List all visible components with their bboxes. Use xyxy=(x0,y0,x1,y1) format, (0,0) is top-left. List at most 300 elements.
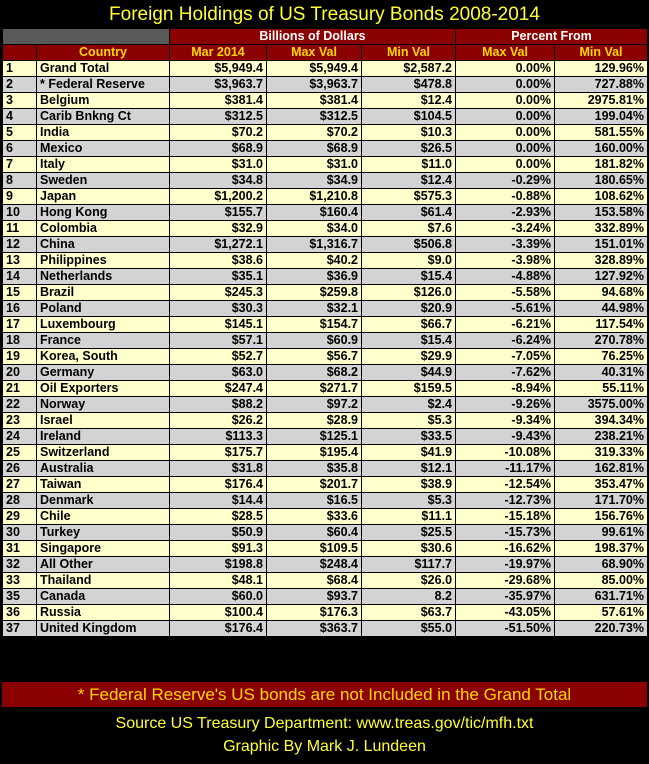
table-row xyxy=(3,397,648,413)
table-row xyxy=(3,605,648,621)
header-billions-of-dollars: Billions of Dollars xyxy=(170,29,456,45)
table-row xyxy=(3,237,648,253)
pct-from-min-cell: 160.00% xyxy=(555,141,648,157)
mar-2014-cell: $155.7 xyxy=(170,205,267,221)
country-cell: India xyxy=(37,125,170,141)
mar-2014-cell: $1,272.1 xyxy=(170,237,267,253)
pct-from-max-cell: 0.00% xyxy=(456,141,555,157)
pct-from-min-cell: 117.54% xyxy=(555,317,648,333)
pct-from-max-cell: -9.34% xyxy=(456,413,555,429)
country-cell: Thailand xyxy=(37,573,170,589)
max-val-cell: $381.4 xyxy=(267,93,362,109)
table-row xyxy=(3,269,648,285)
min-val-cell: $30.6 xyxy=(362,541,456,557)
pct-from-max-cell: 0.00% xyxy=(456,93,555,109)
min-val-cell: $55.0 xyxy=(362,621,456,637)
pct-from-min-cell: 171.70% xyxy=(555,493,648,509)
pct-from-min-cell: 220.73% xyxy=(555,621,648,637)
mar-2014-cell: $60.0 xyxy=(170,589,267,605)
max-val-cell: $34.9 xyxy=(267,173,362,189)
table-row xyxy=(3,125,648,141)
country-cell: Luxembourg xyxy=(37,317,170,333)
header-mar-2014: Mar 2014 xyxy=(170,45,267,61)
rank-cell: 21 xyxy=(3,381,37,397)
min-val-cell: $10.3 xyxy=(362,125,456,141)
pct-from-min-cell: 153.58% xyxy=(555,205,648,221)
mar-2014-cell: $28.5 xyxy=(170,509,267,525)
min-val-cell: $66.7 xyxy=(362,317,456,333)
pct-from-max-cell: 0.00% xyxy=(456,109,555,125)
pct-from-min-cell: 581.55% xyxy=(555,125,648,141)
treasury-holdings-table xyxy=(2,28,648,637)
max-val-cell: $60.4 xyxy=(267,525,362,541)
max-val-cell: $33.6 xyxy=(267,509,362,525)
pct-from-min-cell: 40.31% xyxy=(555,365,648,381)
max-val-cell: $60.9 xyxy=(267,333,362,349)
min-val-cell: $26.0 xyxy=(362,573,456,589)
table-row xyxy=(3,205,648,221)
mar-2014-cell: $100.4 xyxy=(170,605,267,621)
table-row xyxy=(3,141,648,157)
pct-from-min-cell: 181.82% xyxy=(555,157,648,173)
table-row xyxy=(3,621,648,637)
min-val-cell: $63.7 xyxy=(362,605,456,621)
pct-from-max-cell: -0.88% xyxy=(456,189,555,205)
mar-2014-cell: $57.1 xyxy=(170,333,267,349)
pct-from-max-cell: -10.08% xyxy=(456,445,555,461)
country-cell: Canada xyxy=(37,589,170,605)
country-cell: Denmark xyxy=(37,493,170,509)
table-row xyxy=(3,61,648,77)
mar-2014-cell: $34.8 xyxy=(170,173,267,189)
header-max-val: Max Val xyxy=(267,45,362,61)
country-cell: Grand Total xyxy=(37,61,170,77)
country-cell: France xyxy=(37,333,170,349)
rank-cell: 22 xyxy=(3,397,37,413)
rank-cell: 19 xyxy=(3,349,37,365)
mar-2014-cell: $312.5 xyxy=(170,109,267,125)
table-row xyxy=(3,93,648,109)
min-val-cell: $41.9 xyxy=(362,445,456,461)
pct-from-max-cell: -51.50% xyxy=(456,621,555,637)
pct-from-max-cell: -8.94% xyxy=(456,381,555,397)
mar-2014-cell: $68.9 xyxy=(170,141,267,157)
pct-from-min-cell: 151.01% xyxy=(555,237,648,253)
header-min-val: Min Val xyxy=(362,45,456,61)
pct-from-max-cell: -12.54% xyxy=(456,477,555,493)
min-val-cell: $2,587.2 xyxy=(362,61,456,77)
credit-line: Graphic By Mark J. Lundeen xyxy=(223,738,426,755)
pct-from-min-cell: 68.90% xyxy=(555,557,648,573)
table-row xyxy=(3,381,648,397)
header-group-row xyxy=(3,29,648,45)
mar-2014-cell: $26.2 xyxy=(170,413,267,429)
country-cell: Chile xyxy=(37,509,170,525)
table-row xyxy=(3,445,648,461)
mar-2014-cell: $176.4 xyxy=(170,477,267,493)
pct-from-min-cell: 108.62% xyxy=(555,189,648,205)
min-val-cell: $126.0 xyxy=(362,285,456,301)
rank-cell: 37 xyxy=(3,621,37,637)
max-val-cell: $125.1 xyxy=(267,429,362,445)
mar-2014-cell: $31.0 xyxy=(170,157,267,173)
max-val-cell: $56.7 xyxy=(267,349,362,365)
pct-from-min-cell: 727.88% xyxy=(555,77,648,93)
pct-from-max-cell: -2.93% xyxy=(456,205,555,221)
min-val-cell: $61.4 xyxy=(362,205,456,221)
min-val-cell: $575.3 xyxy=(362,189,456,205)
rank-cell: 31 xyxy=(3,541,37,557)
max-val-cell: $160.4 xyxy=(267,205,362,221)
min-val-cell: $506.8 xyxy=(362,237,456,253)
rank-cell: 25 xyxy=(3,445,37,461)
table-row xyxy=(3,349,648,365)
country-cell: Switzerland xyxy=(37,445,170,461)
min-val-cell: $20.9 xyxy=(362,301,456,317)
rank-cell: 13 xyxy=(3,253,37,269)
mar-2014-cell: $14.4 xyxy=(170,493,267,509)
max-val-cell: $363.7 xyxy=(267,621,362,637)
pct-from-min-cell: 156.76% xyxy=(555,509,648,525)
min-val-cell: $7.6 xyxy=(362,221,456,237)
rank-cell: 11 xyxy=(3,221,37,237)
max-val-cell: $259.8 xyxy=(267,285,362,301)
pct-from-max-cell: -29.68% xyxy=(456,573,555,589)
min-val-cell: $38.9 xyxy=(362,477,456,493)
pct-from-min-cell: 353.47% xyxy=(555,477,648,493)
pct-from-max-cell: -3.98% xyxy=(456,253,555,269)
rank-cell: 32 xyxy=(3,557,37,573)
max-val-cell: $109.5 xyxy=(267,541,362,557)
min-val-cell: $29.9 xyxy=(362,349,456,365)
table-row xyxy=(3,301,648,317)
country-cell: * Federal Reserve xyxy=(37,77,170,93)
mar-2014-cell: $3,963.7 xyxy=(170,77,267,93)
source-line: Source US Treasury Department: www.treas.gov/tic/mfh.txt xyxy=(115,715,534,732)
max-val-cell: $68.4 xyxy=(267,573,362,589)
mar-2014-cell: $198.8 xyxy=(170,557,267,573)
rank-cell: 36 xyxy=(3,605,37,621)
mar-2014-cell: $48.1 xyxy=(170,573,267,589)
pct-from-max-cell: 0.00% xyxy=(456,77,555,93)
rank-cell: 12 xyxy=(3,237,37,253)
pct-from-min-cell: 332.89% xyxy=(555,221,648,237)
max-val-cell: $34.0 xyxy=(267,221,362,237)
mar-2014-cell: $50.9 xyxy=(170,525,267,541)
max-val-cell: $97.2 xyxy=(267,397,362,413)
country-cell: Germany xyxy=(37,365,170,381)
country-cell: Singapore xyxy=(37,541,170,557)
country-cell: Italy xyxy=(37,157,170,173)
max-val-cell: $68.2 xyxy=(267,365,362,381)
rank-cell: 28 xyxy=(3,493,37,509)
country-cell: Turkey xyxy=(37,525,170,541)
min-val-cell: $26.5 xyxy=(362,141,456,157)
mar-2014-cell: $91.3 xyxy=(170,541,267,557)
rank-cell: 10 xyxy=(3,205,37,221)
country-cell: Taiwan xyxy=(37,477,170,493)
min-val-cell: $2.4 xyxy=(362,397,456,413)
table-row xyxy=(3,109,648,125)
table-row xyxy=(3,589,648,605)
max-val-cell: $32.1 xyxy=(267,301,362,317)
table-row xyxy=(3,157,648,173)
min-val-cell: $15.4 xyxy=(362,333,456,349)
pct-from-min-cell: 394.34% xyxy=(555,413,648,429)
country-cell: Brazil xyxy=(37,285,170,301)
max-val-cell: $70.2 xyxy=(267,125,362,141)
pct-from-max-cell: -4.88% xyxy=(456,269,555,285)
mar-2014-cell: $32.9 xyxy=(170,221,267,237)
table-row xyxy=(3,573,648,589)
table-row xyxy=(3,509,648,525)
rank-cell: 15 xyxy=(3,285,37,301)
country-cell: Netherlands xyxy=(37,269,170,285)
mar-2014-cell: $247.4 xyxy=(170,381,267,397)
mar-2014-cell: $31.8 xyxy=(170,461,267,477)
min-val-cell: $33.5 xyxy=(362,429,456,445)
table-row xyxy=(3,541,648,557)
table-row xyxy=(3,429,648,445)
country-cell: Hong Kong xyxy=(37,205,170,221)
pct-from-min-cell: 199.04% xyxy=(555,109,648,125)
min-val-cell: $104.5 xyxy=(362,109,456,125)
min-val-cell: 8.2 xyxy=(362,589,456,605)
rank-cell: 17 xyxy=(3,317,37,333)
max-val-cell: $16.5 xyxy=(267,493,362,509)
mar-2014-cell: $245.3 xyxy=(170,285,267,301)
max-val-cell: $176.3 xyxy=(267,605,362,621)
table-row xyxy=(3,493,648,509)
mar-2014-cell: $175.7 xyxy=(170,445,267,461)
country-cell: Korea, South xyxy=(37,349,170,365)
table-row xyxy=(3,173,648,189)
country-cell: Mexico xyxy=(37,141,170,157)
max-val-cell: $195.4 xyxy=(267,445,362,461)
rank-cell: 27 xyxy=(3,477,37,493)
max-val-cell: $3,963.7 xyxy=(267,77,362,93)
max-val-cell: $28.9 xyxy=(267,413,362,429)
pct-from-max-cell: -35.97% xyxy=(456,589,555,605)
country-cell: Oil Exporters xyxy=(37,381,170,397)
country-cell: Israel xyxy=(37,413,170,429)
header-country: Country xyxy=(37,45,170,61)
min-val-cell: $11.1 xyxy=(362,509,456,525)
max-val-cell: $248.4 xyxy=(267,557,362,573)
header-blank-cell xyxy=(3,29,170,45)
max-val-cell: $1,210.8 xyxy=(267,189,362,205)
country-cell: Japan xyxy=(37,189,170,205)
table-body xyxy=(3,61,648,637)
country-cell: Australia xyxy=(37,461,170,477)
table-row xyxy=(3,77,648,93)
pct-from-max-cell: -9.26% xyxy=(456,397,555,413)
rank-cell: 35 xyxy=(3,589,37,605)
max-val-cell: $35.8 xyxy=(267,461,362,477)
max-val-cell: $40.2 xyxy=(267,253,362,269)
pct-from-min-cell: 99.61% xyxy=(555,525,648,541)
country-cell: Carib Bnkng Ct xyxy=(37,109,170,125)
table-row xyxy=(3,253,648,269)
pct-from-min-cell: 238.21% xyxy=(555,429,648,445)
country-cell: Russia xyxy=(37,605,170,621)
pct-from-min-cell: 2975.81% xyxy=(555,93,648,109)
max-val-cell: $154.7 xyxy=(267,317,362,333)
mar-2014-cell: $176.4 xyxy=(170,621,267,637)
header-percent-from: Percent From xyxy=(456,29,648,45)
pct-from-max-cell: -15.73% xyxy=(456,525,555,541)
mar-2014-cell: $30.3 xyxy=(170,301,267,317)
table-row xyxy=(3,461,648,477)
pct-from-min-cell: 55.11% xyxy=(555,381,648,397)
table-row xyxy=(3,477,648,493)
rank-cell: 20 xyxy=(3,365,37,381)
mar-2014-cell: $145.1 xyxy=(170,317,267,333)
pct-from-max-cell: -9.43% xyxy=(456,429,555,445)
max-val-cell: $271.7 xyxy=(267,381,362,397)
rank-cell: 9 xyxy=(3,189,37,205)
pct-from-max-cell: -12.73% xyxy=(456,493,555,509)
mar-2014-cell: $63.0 xyxy=(170,365,267,381)
pct-from-min-cell: 94.68% xyxy=(555,285,648,301)
rank-cell: 7 xyxy=(3,157,37,173)
min-val-cell: $11.0 xyxy=(362,157,456,173)
pct-from-min-cell: 57.61% xyxy=(555,605,648,621)
pct-from-min-cell: 631.71% xyxy=(555,589,648,605)
pct-from-min-cell: 127.92% xyxy=(555,269,648,285)
mar-2014-cell: $38.6 xyxy=(170,253,267,269)
pct-from-min-cell: 162.81% xyxy=(555,461,648,477)
pct-from-min-cell: 319.33% xyxy=(555,445,648,461)
rank-cell: 2 xyxy=(3,77,37,93)
min-val-cell: $12.4 xyxy=(362,173,456,189)
max-val-cell: $201.7 xyxy=(267,477,362,493)
pct-from-max-cell: -6.21% xyxy=(456,317,555,333)
pct-from-max-cell: 0.00% xyxy=(456,157,555,173)
table-row xyxy=(3,413,648,429)
header-pct-from-max: Max Val xyxy=(456,45,555,61)
rank-cell: 1 xyxy=(3,61,37,77)
mar-2014-cell: $88.2 xyxy=(170,397,267,413)
max-val-cell: $5,949.4 xyxy=(267,61,362,77)
pct-from-max-cell: -7.62% xyxy=(456,365,555,381)
header-pct-from-min: Min Val xyxy=(555,45,648,61)
mar-2014-cell: $70.2 xyxy=(170,125,267,141)
min-val-cell: $12.1 xyxy=(362,461,456,477)
pct-from-min-cell: 3575.00% xyxy=(555,397,648,413)
pct-from-min-cell: 129.96% xyxy=(555,61,648,77)
rank-cell: 33 xyxy=(3,573,37,589)
mar-2014-cell: $381.4 xyxy=(170,93,267,109)
country-cell: United Kingdom xyxy=(37,621,170,637)
rank-cell: 14 xyxy=(3,269,37,285)
table-row xyxy=(3,221,648,237)
pct-from-max-cell: 0.00% xyxy=(456,61,555,77)
min-val-cell: $44.9 xyxy=(362,365,456,381)
pct-from-min-cell: 44.98% xyxy=(555,301,648,317)
pct-from-max-cell: -3.39% xyxy=(456,237,555,253)
rank-cell: 3 xyxy=(3,93,37,109)
country-cell: Poland xyxy=(37,301,170,317)
table-row xyxy=(3,525,648,541)
min-val-cell: $5.3 xyxy=(362,413,456,429)
rank-cell: 16 xyxy=(3,301,37,317)
max-val-cell: $68.9 xyxy=(267,141,362,157)
min-val-cell: $15.4 xyxy=(362,269,456,285)
table-row xyxy=(3,189,648,205)
min-val-cell: $12.4 xyxy=(362,93,456,109)
country-cell: Norway xyxy=(37,397,170,413)
table-row xyxy=(3,333,648,349)
federal-reserve-footnote: * Federal Reserve's US bonds are not Included in the Grand Total xyxy=(2,682,647,707)
pct-from-max-cell: -16.62% xyxy=(456,541,555,557)
max-val-cell: $1,316.7 xyxy=(267,237,362,253)
rank-cell: 6 xyxy=(3,141,37,157)
rank-cell: 4 xyxy=(3,109,37,125)
country-cell: Sweden xyxy=(37,173,170,189)
rank-cell: 5 xyxy=(3,125,37,141)
pct-from-max-cell: -5.58% xyxy=(456,285,555,301)
country-cell: All Other xyxy=(37,557,170,573)
max-val-cell: $31.0 xyxy=(267,157,362,173)
min-val-cell: $25.5 xyxy=(362,525,456,541)
rank-cell: 8 xyxy=(3,173,37,189)
max-val-cell: $36.9 xyxy=(267,269,362,285)
table-row xyxy=(3,365,648,381)
mar-2014-cell: $35.1 xyxy=(170,269,267,285)
min-val-cell: $117.7 xyxy=(362,557,456,573)
pct-from-min-cell: 328.89% xyxy=(555,253,648,269)
country-cell: China xyxy=(37,237,170,253)
table-row xyxy=(3,557,648,573)
pct-from-min-cell: 270.78% xyxy=(555,333,648,349)
max-val-cell: $312.5 xyxy=(267,109,362,125)
country-cell: Belgium xyxy=(37,93,170,109)
pct-from-max-cell: -43.05% xyxy=(456,605,555,621)
rank-cell: 30 xyxy=(3,525,37,541)
min-val-cell: $478.8 xyxy=(362,77,456,93)
header-rank xyxy=(3,45,37,61)
mar-2014-cell: $113.3 xyxy=(170,429,267,445)
page-title: Foreign Holdings of US Treasury Bonds 2008-2014 xyxy=(109,4,540,25)
pct-from-max-cell: -0.29% xyxy=(456,173,555,189)
max-val-cell: $93.7 xyxy=(267,589,362,605)
pct-from-max-cell: 0.00% xyxy=(456,125,555,141)
country-cell: Ireland xyxy=(37,429,170,445)
header-column-row xyxy=(3,45,648,61)
pct-from-min-cell: 198.37% xyxy=(555,541,648,557)
country-cell: Colombia xyxy=(37,221,170,237)
pct-from-max-cell: -7.05% xyxy=(456,349,555,365)
mar-2014-cell: $1,200.2 xyxy=(170,189,267,205)
table-row xyxy=(3,285,648,301)
pct-from-min-cell: 180.65% xyxy=(555,173,648,189)
rank-cell: 23 xyxy=(3,413,37,429)
mar-2014-cell: $5,949.4 xyxy=(170,61,267,77)
pct-from-max-cell: -3.24% xyxy=(456,221,555,237)
pct-from-max-cell: -5.61% xyxy=(456,301,555,317)
pct-from-max-cell: -19.97% xyxy=(456,557,555,573)
pct-from-max-cell: -15.18% xyxy=(456,509,555,525)
min-val-cell: $9.0 xyxy=(362,253,456,269)
pct-from-min-cell: 85.00% xyxy=(555,573,648,589)
min-val-cell: $159.5 xyxy=(362,381,456,397)
country-cell: Philippines xyxy=(37,253,170,269)
mar-2014-cell: $52.7 xyxy=(170,349,267,365)
pct-from-min-cell: 76.25% xyxy=(555,349,648,365)
pct-from-max-cell: -6.24% xyxy=(456,333,555,349)
rank-cell: 29 xyxy=(3,509,37,525)
